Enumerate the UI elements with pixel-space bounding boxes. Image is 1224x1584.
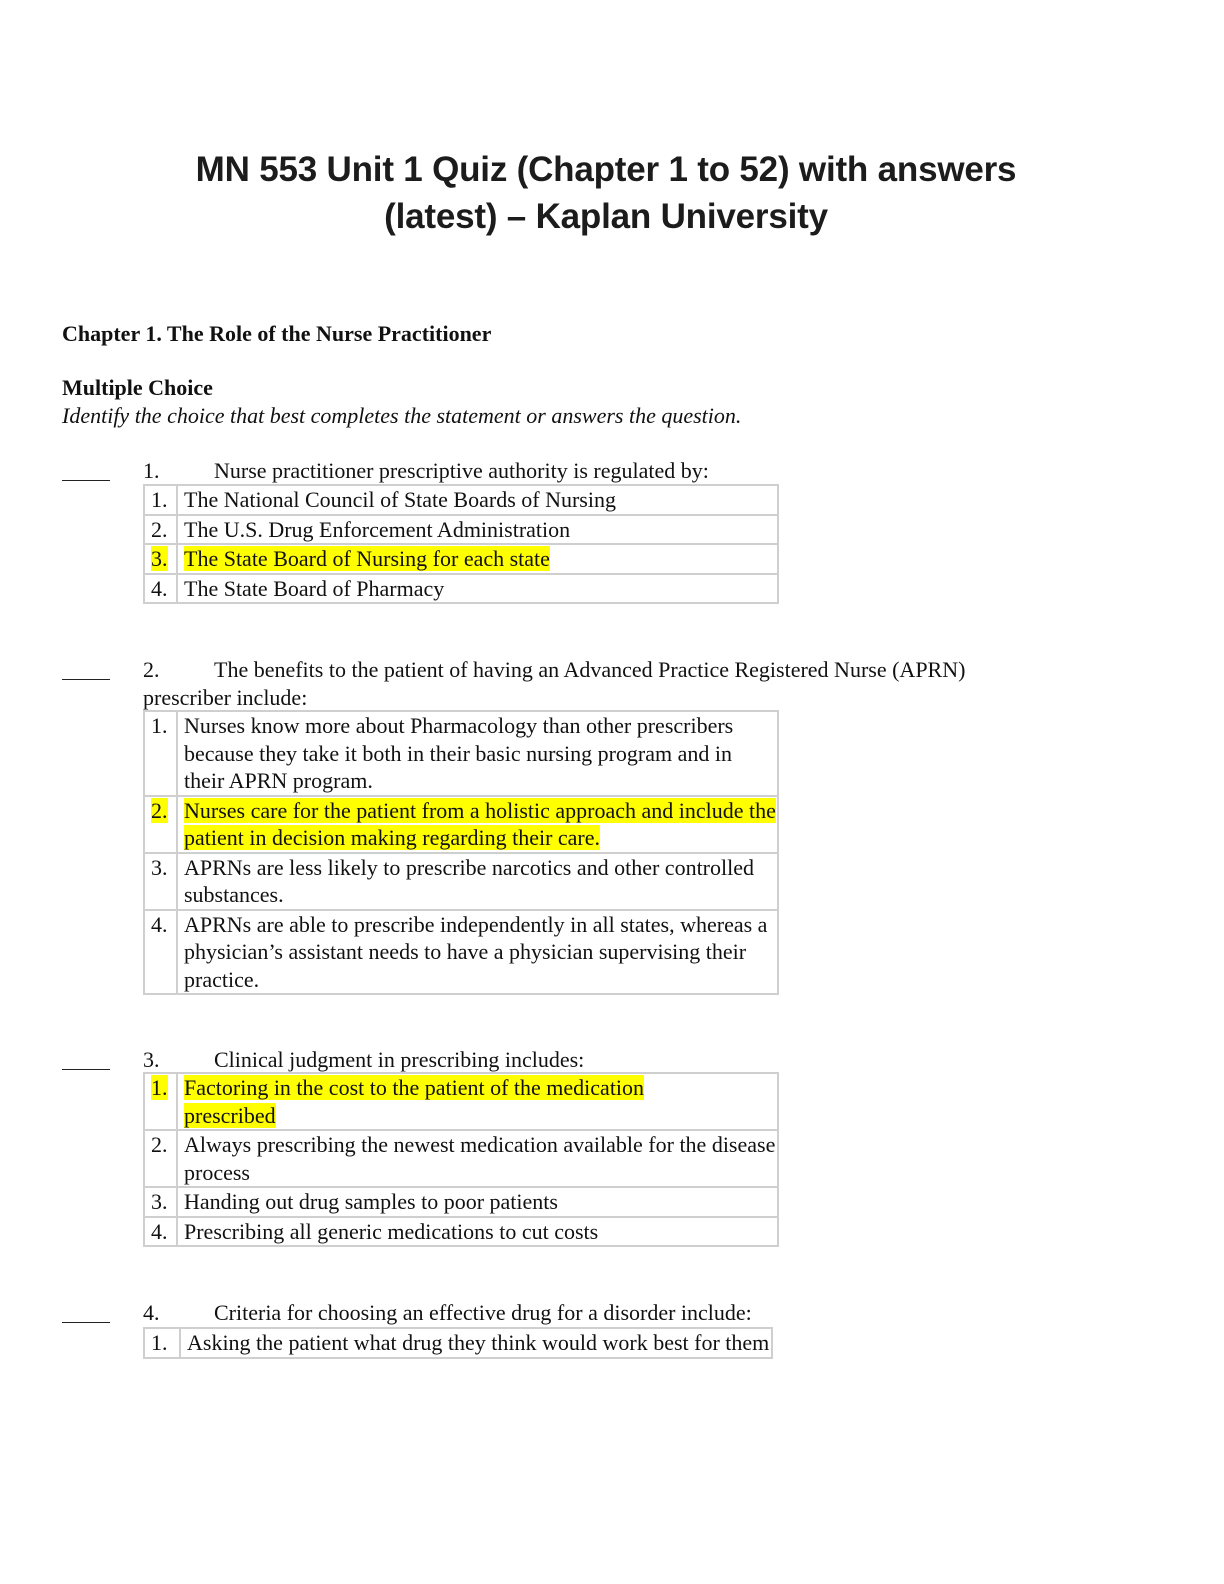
choice-text (177, 485, 778, 515)
choice-text (177, 1130, 778, 1187)
choice-row-correct (144, 796, 778, 853)
section-heading: Multiple Choice (62, 375, 213, 400)
choice-text-content: Handing out drug samples to poor patients (184, 1189, 558, 1214)
choices-table (143, 484, 779, 604)
choice-text-content: The State Board of Pharmacy (184, 575, 445, 601)
choice-row (144, 485, 778, 515)
choice-text-content: Asking the patient what drug they think would work best for them (187, 1330, 770, 1355)
choice-row (144, 910, 778, 995)
question-number: 4. (143, 1300, 160, 1325)
choice-number: 1. (144, 1328, 180, 1358)
choice-row (144, 853, 778, 910)
choice-text-content: APRNs are less likely to prescribe narcotics and other controlled substances. (184, 854, 755, 907)
choice-text (177, 515, 778, 545)
choice-text (177, 544, 778, 574)
choice-number: 1. (144, 485, 177, 515)
question-stem: Clinical judgment in prescribing includes: (214, 1047, 585, 1072)
question-stem: Nurse practitioner prescriptive authority is regulated by: (214, 458, 709, 483)
answer-blank (62, 480, 110, 481)
question-number: 2. (143, 657, 160, 682)
choice-text (177, 1073, 778, 1130)
choice-text (177, 574, 778, 604)
choice-text (180, 1328, 772, 1358)
choice-number (144, 544, 177, 574)
choice-text-content: APRNs are able to prescribe independently in all states, whereas a physician’s assistant needs to have a physician supervising their practice. (184, 911, 768, 992)
choice-number: 2. (144, 515, 177, 545)
choice-row-correct (144, 544, 778, 574)
document-title (0, 146, 1212, 240)
choice-text-content: Prescribing all generic medications to cut costs (184, 1218, 599, 1244)
answer-blank (62, 679, 110, 680)
choice-text-content: Always prescribing the newest medication available for the disease process (184, 1132, 776, 1185)
choice-number: 1. (144, 711, 177, 796)
highlighted-answer: The State Board of Nursing for each state (184, 546, 550, 571)
choice-number: 4. (144, 910, 177, 995)
document-title-line-1: MN 553 Unit 1 Quiz (Chapter 1 to 52) with answers (195, 150, 1017, 189)
choice-number: 3. (144, 1187, 177, 1217)
choice-number: 2. (144, 1130, 177, 1187)
highlighted-number: 1. (151, 1075, 168, 1100)
choice-text-content: Nurses know more about Pharmacology than other prescribers because they take it both in their basic nursing program and in their APRN program. (184, 713, 734, 793)
choice-number: 4. (144, 1217, 177, 1247)
highlighted-answer: Nurses care for the patient from a holistic approach and include the patient in decision making regarding their care. (184, 797, 776, 850)
choice-row (144, 711, 778, 796)
choice-text-content: The National Council of State Boards of Nursing (184, 487, 616, 512)
choice-row (144, 574, 778, 604)
document-title-line-2: (latest) – Kaplan University (384, 197, 828, 236)
choice-number: 4. (144, 574, 177, 604)
choices-table (143, 1327, 773, 1359)
question-number: 3. (143, 1047, 160, 1072)
choice-number (144, 1073, 177, 1130)
choice-number (144, 796, 177, 853)
highlighted-number: 3. (151, 546, 168, 571)
choice-text (177, 853, 778, 910)
choice-row (144, 1217, 778, 1247)
choice-text (177, 796, 778, 853)
chapter-heading: Chapter 1. The Role of the Nurse Practitioner (62, 321, 492, 346)
question-number: 1. (143, 458, 160, 483)
choices-table (143, 710, 779, 995)
choice-number: 3. (144, 853, 177, 910)
choice-row (144, 1130, 778, 1187)
choice-text-content: The U.S. Drug Enforcement Administration (184, 516, 571, 542)
answer-blank (62, 1069, 110, 1070)
answer-blank (62, 1322, 110, 1323)
question-stem: The benefits to the patient of having an Advanced Practice Registered Nurse (APRN) prescriber include: (143, 657, 966, 710)
choice-text (177, 910, 778, 995)
choice-row (144, 515, 778, 545)
choice-text (177, 1187, 778, 1217)
choice-text (177, 711, 778, 796)
choice-row (144, 1328, 772, 1358)
question-stem: Criteria for choosing an effective drug for a disorder include: (214, 1300, 752, 1325)
choice-row-correct (144, 1073, 778, 1130)
highlighted-number: 2. (151, 797, 168, 823)
highlighted-answer: Factoring in the cost to the patient of the medication prescribed (184, 1075, 645, 1128)
choices-table (143, 1072, 779, 1247)
instructions-text: Identify the choice that best completes the statement or answers the question. (62, 403, 742, 428)
choice-text (177, 1217, 778, 1247)
choice-row (144, 1187, 778, 1217)
